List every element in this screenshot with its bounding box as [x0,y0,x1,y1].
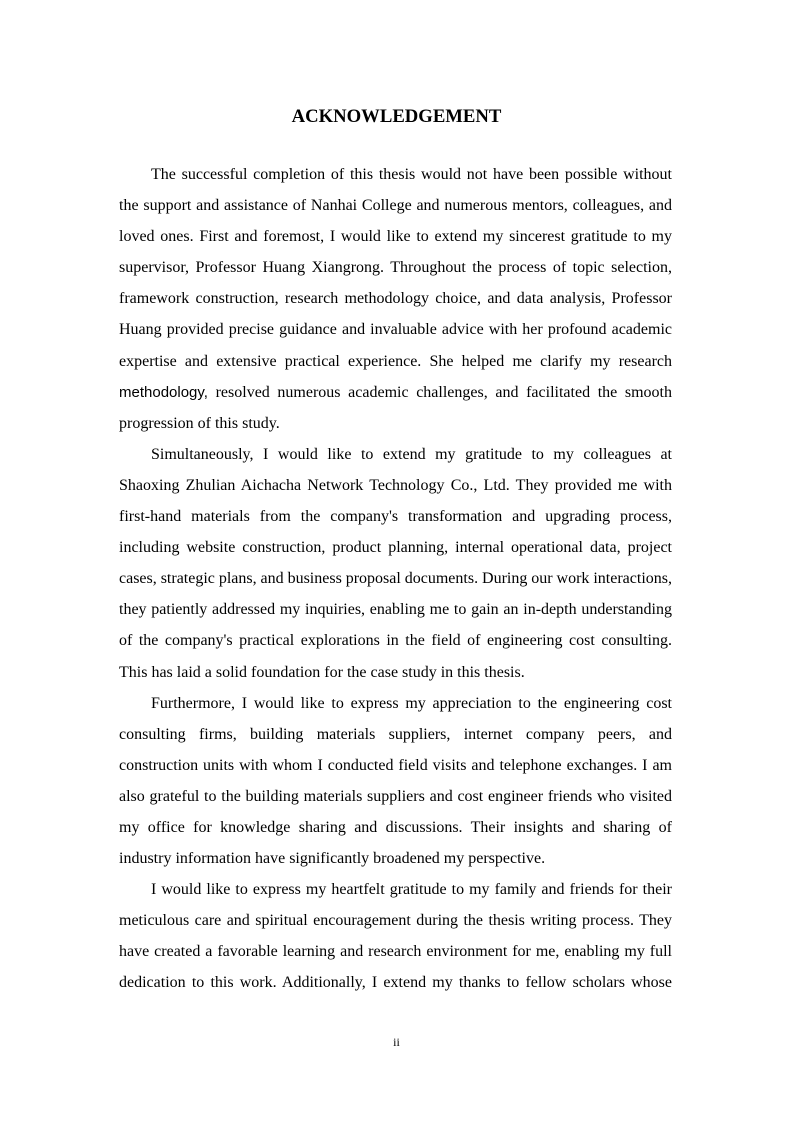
text-line: consulting firms, building materials suppliers, internet company peers, and [119,725,672,743]
text-line: supervisor, Professor Huang Xiangrong. Throughout the process of topic selection, [119,259,672,277]
paragraph [119,159,672,439]
text-line: Shaoxing Zhulian Aichacha Network Technology Co., Ltd. They provided me with [119,476,672,494]
text-line: Huang provided precise guidance and invaluable advice with her profound academic [119,321,672,339]
text-line: construction units with whom I conducted field visits and telephone exchanges. I am [119,756,672,774]
text-line: cases, strategic plans, and business proposal documents. During our work interactions, [119,570,672,588]
text-line: of the company's practical explorations in the field of engineering cost consulting. [119,632,672,650]
paragraph [119,439,672,688]
text-line: I would like to express my heartfelt gratitude to my family and friends for their [151,881,672,899]
text-line: dedication to this work. Additionally, I extend my thanks to fellow scholars whose [119,974,672,992]
text-line: have created a favorable learning and research environment for me, enabling my full [119,943,672,961]
text-line: progression of this study. [119,414,280,432]
paragraph [119,874,672,998]
text-line: they patiently addressed my inquiries, enabling me to gain an in-depth understanding [119,601,672,619]
text-line: The successful completion of this thesis would not have been possible without [151,166,672,183]
text-segment: resolved numerous academic challenges, and facilitated the smooth [207,383,672,401]
text-line: my office for knowledge sharing and discussions. Their insights and sharing of [119,818,672,836]
page-title: ACKNOWLEDGEMENT [291,106,502,127]
text-line: industry information have significantly broadened my perspective. [119,850,546,868]
body-text [119,159,672,999]
text-line: expertise and extensive practical experience. She helped me clarify my research [119,352,672,370]
text-line: Furthermore, I would like to express my appreciation to the engineering cost [151,694,672,712]
text-line: the support and assistance of Nanhai College and numerous mentors, colleagues, and [119,197,672,215]
text-line: Simultaneously, I would like to extend my gratitude to my colleagues at [151,445,672,463]
text-line: also grateful to the building materials suppliers and cost engineer friends who visited [119,787,672,805]
text-line: first-hand materials from the company's transformation and upgrading process, [119,508,672,526]
text-line: loved ones. First and foremost, I would like to extend my sincerest gratitude to my [119,228,672,246]
text-line: framework construction, research methodology choice, and data analysis, Professor [119,290,672,308]
text-line: including website construction, product planning, internal operational data, project [119,539,672,557]
paragraph [119,688,672,875]
page-number: ii [393,1035,400,1049]
text-line: meticulous care and spiritual encouragement during the thesis writing process. They [119,912,672,930]
text-segment: methodology, [119,383,208,401]
text-line: This has laid a solid foundation for the case study in this thesis. [119,663,525,681]
text-line [119,377,672,408]
